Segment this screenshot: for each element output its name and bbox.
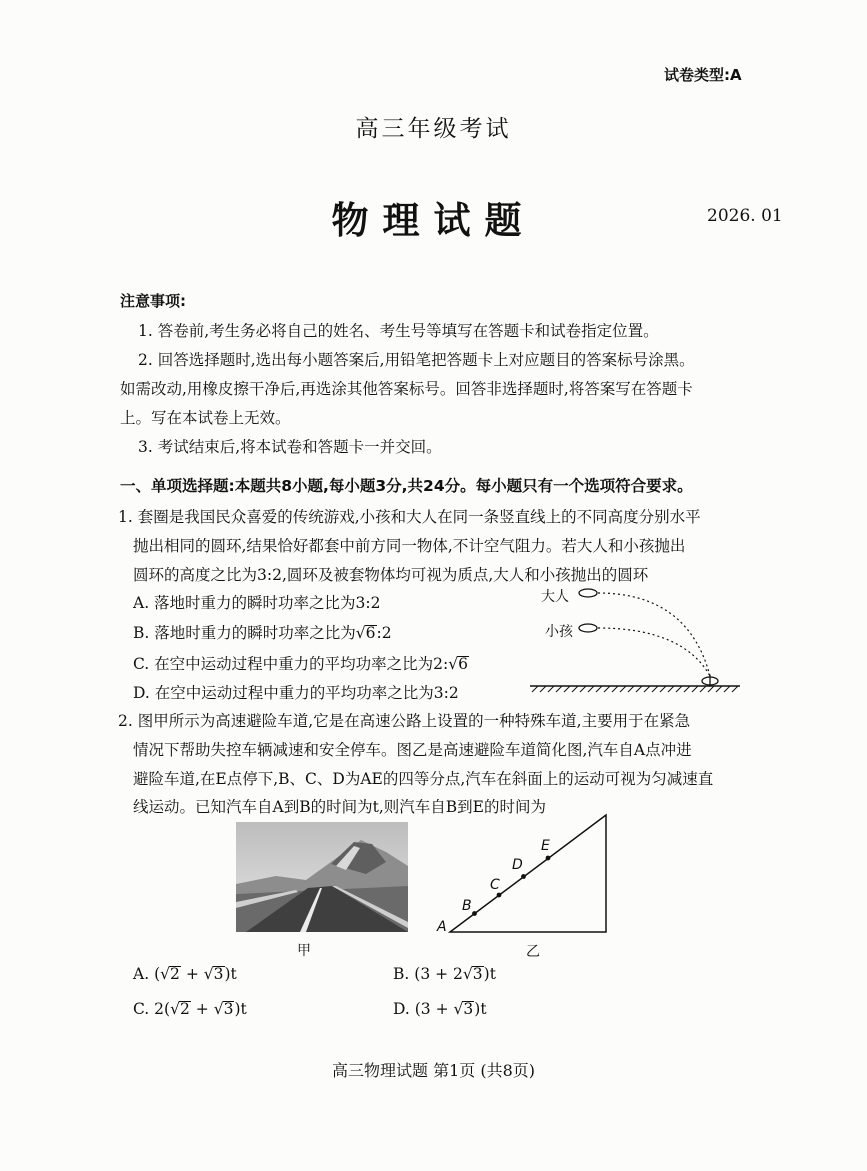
q2-option-a-r2: 3 bbox=[213, 965, 224, 983]
q1-option-c-prefix: C. 在空中运动过程中重力的平均功率之比为2: bbox=[133, 655, 449, 673]
subject-title: 物理试题 bbox=[331, 198, 536, 242]
q2-option-b-pre: (3 + 2 bbox=[414, 965, 463, 983]
q1-stem-line2: 抛出相同的圆环,结果恰好都套中前方同一物体,不计空气阻力。若大人和小孩抛出 bbox=[133, 537, 686, 555]
child-ring-icon bbox=[579, 624, 597, 632]
q2-option-c-r2: 3 bbox=[223, 1000, 234, 1018]
q2-option-b-label: B. bbox=[393, 965, 410, 983]
notice-item-2-line3: 上。写在本试卷上无效。 bbox=[120, 409, 291, 427]
point-b-label: B bbox=[462, 898, 472, 914]
q2-option-c-label: C. bbox=[133, 1000, 150, 1018]
q2-option-a: A. (√2 + √3)t bbox=[133, 965, 237, 983]
caption-photo: 甲 bbox=[297, 943, 311, 959]
q2-option-a-mid: + bbox=[180, 965, 204, 983]
q2-option-d-pre: (3 + bbox=[414, 1000, 454, 1018]
point-c-dot bbox=[497, 893, 502, 898]
notice-item-2-line1: 2. 回答选择题时,选出每小题答案后,用铅笔把答题卡上对应题目的答案标号涂黑。 bbox=[138, 351, 695, 369]
q1-stem-line1: 1. 套圈是我国民众喜爱的传统游戏,小孩和大人在同一条竖直线上的不同高度分别水平 bbox=[118, 508, 701, 526]
q2-stem-line3: 避险车道,在E点停下,B、C、D为AE的四等分点,汽车在斜面上的运动可视为匀减速直 bbox=[133, 770, 714, 788]
q2-option-d: D. (3 + √3)t bbox=[393, 1000, 487, 1018]
q2-stem-line1: 2. 图甲所示为高速避险车道,它是在高速公路上设置的一种特殊车道,主要用于在紧急 bbox=[118, 712, 691, 730]
ring-toss-diagram bbox=[528, 580, 742, 695]
q2-option-b-post: )t bbox=[483, 965, 496, 983]
notice-item-1: 1. 答卷前,考生务必将自己的姓名、考生号等填写在答题卡和试卷指定位置。 bbox=[138, 322, 659, 340]
q2-option-a-r1: 2 bbox=[170, 965, 180, 983]
q2-stem-line4: 线运动。已知汽车自A到B的时间为t,则汽车自B到E的时间为 bbox=[133, 798, 546, 816]
point-e-label: E bbox=[541, 838, 550, 854]
exam-date: 2026. 01 bbox=[707, 206, 783, 226]
q2-option-a-pre: ( bbox=[154, 965, 161, 983]
q1-option-c: C. 在空中运动过程中重力的平均功率之比为2:√6 bbox=[133, 655, 469, 673]
notice-title: 注意事项: bbox=[120, 292, 186, 310]
q1-option-d: D. 在空中运动过程中重力的平均功率之比为3:2 bbox=[133, 684, 459, 702]
q2-option-d-label: D. bbox=[393, 1000, 410, 1018]
q1-option-b-radicand: 6 bbox=[365, 624, 376, 642]
q1-option-c-radicand: 6 bbox=[458, 655, 469, 673]
q2-option-c-pre: 2( bbox=[154, 1000, 171, 1018]
point-a-label: A bbox=[437, 919, 447, 935]
q2-stem-line2: 情况下帮助失控车辆减速和安全停车。图乙是高速避险车道简化图,汽车自A点冲进 bbox=[133, 741, 692, 759]
page-footer: 高三物理试题 第1页 (共8页) bbox=[331, 1061, 536, 1080]
incline-diagram bbox=[430, 810, 620, 940]
q1-stem-line3: 圆环的高度之比为3:2,圆环及被套物体均可视为质点,大人和小孩抛出的圆环 bbox=[133, 566, 649, 584]
notice-item-3: 3. 考试结束后,将本试卷和答题卡一并交回。 bbox=[138, 438, 442, 456]
exam-name: 高三年级考试 bbox=[355, 116, 512, 142]
point-c-label: C bbox=[490, 877, 500, 893]
q2-option-a-post: )t bbox=[224, 965, 237, 983]
notice-item-2-line2: 如需改动,用橡皮擦干净后,再选涂其他答案标号。回答非选择题时,将答案写在答题卡 bbox=[120, 380, 693, 398]
escape-ramp-photo bbox=[236, 822, 408, 932]
fig-label-child: 小孩 bbox=[545, 624, 573, 640]
q2-option-b: B. (3 + 2√3)t bbox=[393, 965, 496, 983]
q2-option-a-label: A. bbox=[133, 965, 150, 983]
q2-option-c-mid: + bbox=[190, 1000, 214, 1018]
q2-option-b-r1: 3 bbox=[472, 965, 483, 983]
section-heading: 一、单项选择题:本题共8小题,每小题3分,共24分。每小题只有一个选项符合要求。 bbox=[120, 477, 693, 495]
paper-type-label: 试卷类型:A bbox=[664, 66, 742, 84]
point-d-label: D bbox=[512, 857, 523, 873]
q1-option-b-suffix: :2 bbox=[376, 624, 392, 642]
q1-option-b: B. 落地时重力的瞬时功率之比为√6:2 bbox=[133, 624, 392, 642]
adult-ring-icon bbox=[579, 589, 597, 597]
caption-diagram: 乙 bbox=[526, 944, 540, 960]
q2-option-c-post: )t bbox=[234, 1000, 247, 1018]
q1-option-a: A. 落地时重力的瞬时功率之比为3:2 bbox=[133, 594, 381, 612]
fig-label-adult: 大人 bbox=[541, 589, 569, 605]
q2-option-d-post: )t bbox=[474, 1000, 487, 1018]
q1-option-b-prefix: B. 落地时重力的瞬时功率之比为 bbox=[133, 624, 356, 642]
q2-option-c: C. 2(√2 + √3)t bbox=[133, 1000, 247, 1018]
point-e-dot bbox=[546, 856, 551, 861]
q2-option-d-r1: 3 bbox=[463, 1000, 474, 1018]
point-d-dot bbox=[521, 874, 526, 879]
child-trajectory bbox=[598, 628, 710, 676]
q2-option-c-r1: 2 bbox=[179, 1000, 190, 1018]
